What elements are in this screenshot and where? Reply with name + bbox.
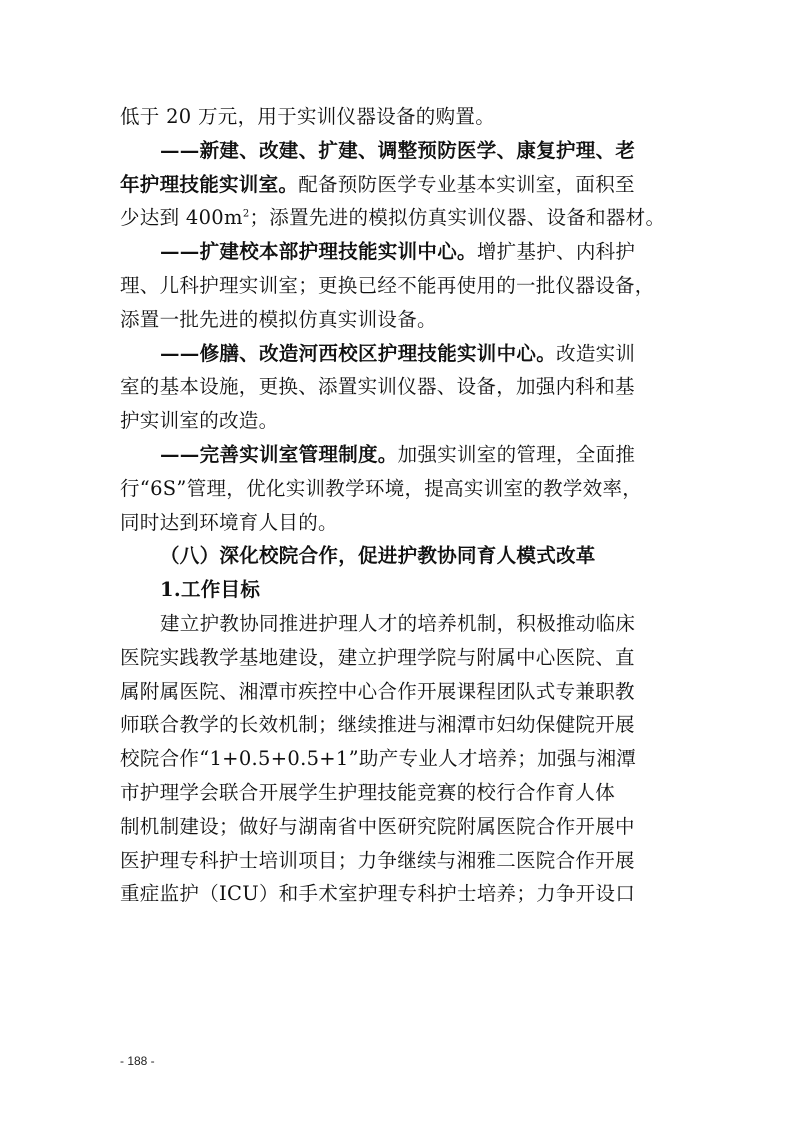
paragraph-line: 校院合作“1+0.5+0.5+1”助产专业人才培养；加强与湘潭 <box>120 747 637 771</box>
paragraph-line: 医院实践教学基地建设，建立护理学院与附属中心医院、直 <box>120 645 635 669</box>
body-text: 少达到 400m <box>120 206 243 230</box>
sub-heading: 1.工作目标 <box>160 578 261 602</box>
bold-lead-text: ——修膳、改造河西校区护理技能实训中心。 <box>160 341 557 365</box>
bold-lead-text: ——扩建校本部护理技能实训中心。 <box>160 240 477 264</box>
paragraph-line <box>120 337 680 371</box>
paragraph-line <box>120 438 680 472</box>
paragraph-line: 室的基本设施，更换、添置实训仪器、设备，加强内科和基 <box>120 375 635 399</box>
paragraph-line: 同时达到环境育人目的。 <box>120 510 338 534</box>
superscript: 2 <box>242 208 250 220</box>
paragraph-line: 添置一批先进的模拟仿真实训设备。 <box>120 307 437 331</box>
paragraph-line: 医护理专科护士培训项目；力争继续与湘雅二医院合作开展 <box>120 848 635 872</box>
paragraph-line: 市护理学会联合开展学生护理技能竞赛的校行合作育人体 <box>120 780 616 804</box>
body-text: 加强实训室的管理，全面推 <box>397 442 636 466</box>
paragraph-line: 行“6S”管理，优化实训教学环境，提高实训室的教学效率， <box>120 476 643 500</box>
paragraph-line <box>120 201 680 235</box>
section-heading: （八）深化校院合作，促进护教协同育人模式改革 <box>160 544 596 568</box>
paragraph-line: 制机制建设；做好与湖南省中医研究院附属医院合作开展中 <box>120 814 635 838</box>
page-number: - 188 - <box>120 1054 155 1068</box>
paragraph-line: 护实训室的改造。 <box>120 409 279 433</box>
paragraph-line: 低于 20 万元，用于实训仪器设备的购置。 <box>120 105 496 128</box>
paragraph-line: 属附属医院、湘潭市疾控中心合作开展课程团队式专兼职教 <box>120 679 635 703</box>
paragraph-line <box>120 168 680 202</box>
body-text: ；添置先进的模拟仿真实训仪器、设备和器材。 <box>249 206 666 230</box>
paragraph-line: 理、儿科护理实训室；更换已经不能再使用的一批仪器设备， <box>120 273 655 297</box>
paragraph-line <box>120 134 680 168</box>
body-text: 改造实训 <box>556 341 636 365</box>
bold-lead-text: ——新建、改建、扩建、调整预防医学、康复护理、老 <box>160 138 636 162</box>
body-text: 配备预防医学专业基本实训室，面积至 <box>298 172 635 196</box>
paragraph-line <box>120 235 680 269</box>
paragraph-line: 重症监护（ICU）和手术室护理专科护士培养；力争开设口 <box>120 882 636 906</box>
paragraph-line: 建立护教协同推进护理人才的培养机制，积极推动临床 <box>160 611 636 635</box>
document-body <box>120 100 680 911</box>
bold-lead-text: 年护理技能实训室。 <box>120 172 299 196</box>
bold-lead-text: ——完善实训室管理制度。 <box>160 442 398 466</box>
paragraph-line: 师联合教学的长效机制；继续推进与湘潭市妇幼保健院开展 <box>120 713 635 737</box>
body-text: 增扩基护、内科护 <box>476 240 636 264</box>
